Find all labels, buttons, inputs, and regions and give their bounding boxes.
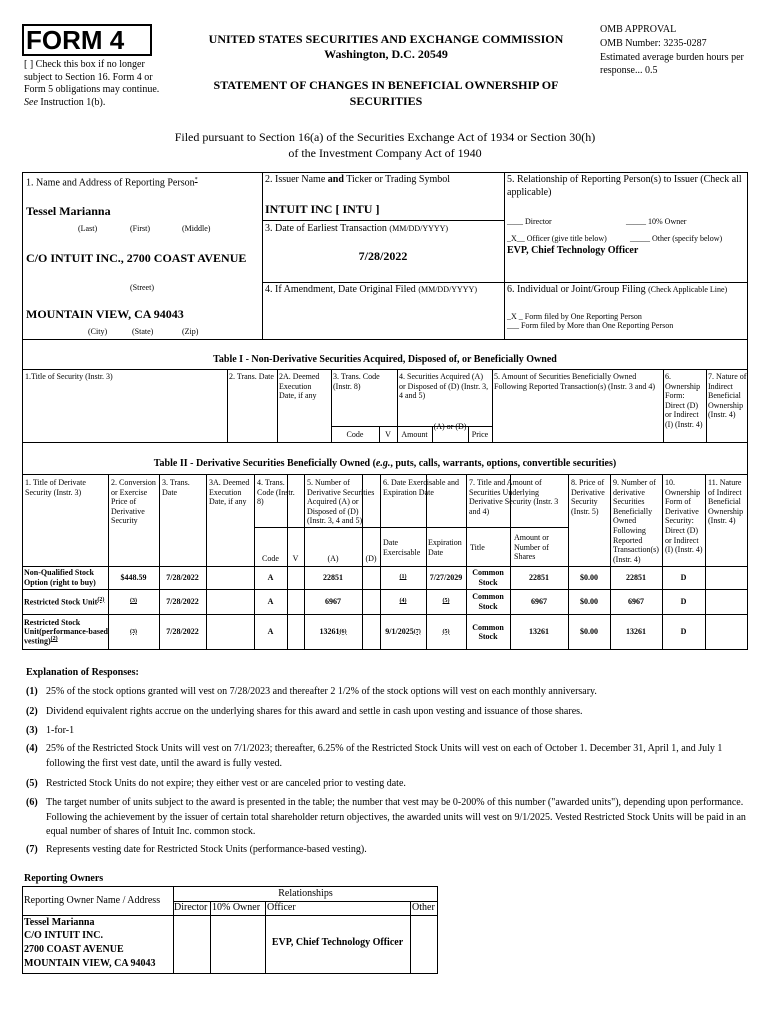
- footnote-5: (5) Restricted Stock Units do not expire; they either vest or are canceled prior to vesting date.: [26, 778, 406, 789]
- row3-owned: 13261: [626, 627, 646, 637]
- t2-h5: 5. Number of Derivative Securities Acquired (A) or Disposed of (D) (Instr. 3, 4 and 5): [307, 478, 375, 526]
- footnote-3: (3) 1-for-1: [26, 725, 75, 736]
- box3-label: 3. Date of Earliest Transaction (MM/DD/YYYY): [265, 223, 449, 234]
- row1-code: A: [267, 572, 274, 582]
- row2-expiration: [426, 589, 466, 614]
- row1-amount: 22851: [323, 572, 343, 582]
- label-street: (Street): [130, 283, 154, 292]
- footnote-2: (2) Dividend equivalent rights accrue on the underlying shares for this award and settle in cash upon vesting and issuance of those shares.: [26, 706, 583, 717]
- box5-director: ____ Director: [507, 217, 552, 226]
- box6-more: ___ Form filed by More than One Reporting Person: [507, 321, 674, 330]
- t1-h2a: 2A. Deemed Execution Date, if any: [279, 372, 320, 401]
- row1-date: 7/28/2022: [166, 572, 199, 582]
- owner-officer-value: EVP, Chief Technology Officer: [271, 937, 404, 948]
- t2-h7: 7. Title and Amount of Securities Underlying Derivative Security (Instr. 3 and 4): [469, 478, 559, 516]
- omb-approval: OMB APPROVAL: [600, 24, 677, 35]
- table1-title: Table I - Non-Derivative Securities Acquired, Disposed of, or Beneficially Owned: [213, 354, 557, 365]
- row2-u-title: Common Stock: [472, 592, 504, 611]
- row3-price: [108, 614, 159, 650]
- owners-h-other: Other: [412, 902, 435, 913]
- t2-sub-title: Title: [470, 543, 485, 552]
- explanation-title: Explanation of Responses:: [26, 667, 139, 678]
- street-value: C/O INTUIT INC., 2700 COAST AVENUE: [26, 251, 247, 265]
- row3-u-amount: 13261: [529, 627, 549, 637]
- statement-title: STATEMENT OF CHANGES IN BENEFICIAL OWNERSHIP OF SECURITIES: [213, 78, 559, 108]
- t1-h4: 4. Securities Acquired (A) or Disposed of (D) (Instr. 3, 4 and 5): [399, 372, 489, 401]
- row3-amount: 13261 (6): [319, 627, 347, 637]
- row1-u-amount: 22851: [529, 572, 549, 582]
- box1-label: 1. Name and Address of Reporting Person*: [26, 177, 198, 189]
- footnote-link[interactable]: (7): [413, 628, 421, 635]
- row3-expiration: [426, 614, 466, 650]
- owner-name-l4: MOUNTAIN VIEW, CA 94043: [24, 958, 156, 969]
- agency-name: UNITED STATES SECURITIES AND EXCHANGE COMMISSION: [208, 32, 564, 46]
- t2-h11: 11. Nature of Indirect Beneficial Ownership (Instr. 4): [708, 478, 744, 526]
- checkbox-text: [ ] Check this box if no longer subject to Section 16. Form 4 or Form 5 obligations may continue. See Instruction 1(b).: [24, 59, 160, 108]
- box5-label: 5. Relationship of Reporting Person(s) to Issuer (Check all applicable): [507, 174, 742, 198]
- t1-sub-price: Price: [471, 430, 489, 439]
- footnote-7: (7) Represents vesting date for Restricted Stock Units (performance-based vesting).: [26, 844, 367, 855]
- footnote-link[interactable]: (4): [399, 598, 407, 605]
- box6-label: 6. Individual or Joint/Group Filing (Check Applicable Line): [507, 284, 728, 295]
- row3-date: 7/28/2022: [166, 627, 199, 637]
- t1-h6: 6. Ownership Form: Direct (D) or Indirect (I) (Instr. 4): [665, 372, 703, 429]
- row2-date: 7/28/2022: [166, 596, 199, 606]
- t1-sub-v: V: [385, 430, 391, 439]
- owners-h-officer: Officer: [267, 902, 296, 913]
- owners-title: Reporting Owners: [24, 873, 104, 884]
- label-last: (Last): [78, 224, 98, 233]
- row1-form: D: [680, 572, 687, 582]
- box5-other: _____ Other (specify below): [630, 234, 723, 243]
- t1-h5: 5. Amount of Securities Beneficially Owned Following Reported Transaction(s) (Instr. 3 and 4): [494, 372, 656, 391]
- footnote-4: (4) 25% of the Restricted Stock Units will vest on 7/1/2023; thereafter, 6.25% of the Restricted Stock Units will vest on each of October 1. December 31, April 1, and July 1 following the first vest date, until the award is fully vested.: [26, 743, 723, 769]
- box5-ten-pct: _____ 10% Owner: [626, 217, 687, 226]
- footnote-link[interactable]: (3): [130, 628, 137, 635]
- row1-deriv-price: $0.00: [580, 572, 598, 582]
- row2-price: [108, 589, 159, 614]
- t2-sub-exer: Date Exercisable: [383, 538, 421, 557]
- t2-h1: 1. Title of Derivate Security (Instr. 3): [25, 478, 86, 497]
- row3-u-title: Common Stock: [472, 622, 504, 641]
- row1-price: $448.59: [120, 572, 147, 582]
- t2-sub-exp: Expiration Date: [428, 538, 462, 557]
- t2-h9: 9. Number of derivative Securities Beneficially Owned Following Reported Transaction(s) (Instr. 4): [613, 478, 659, 564]
- footnote-6: (6) The target number of units subject to the award is presented in the table; the number that vest may be 0-200% of this number ("awarded units"), depending upon performance. Following the achievement by the issuer of certain total shareholder return objectives, the awarded units will vest on 9/1/2025. Vested Restricted Stock Units will be paid in an equal number of shares of Intuit Inc. common stock.: [26, 797, 746, 837]
- city-value: MOUNTAIN VIEW, CA 94043: [26, 307, 184, 321]
- footnote-link[interactable]: (1): [399, 574, 407, 581]
- row2-owned: 6967: [628, 596, 644, 606]
- omb-burden: Estimated average burden hours per response... 0.5: [600, 52, 744, 76]
- owners-h-name: Reporting Owner Name / Address: [24, 895, 161, 906]
- label-first: (First): [130, 224, 150, 233]
- row1-u-title: Common Stock: [472, 568, 504, 587]
- owner-name-l3: 2700 COAST AVENUE: [24, 944, 124, 955]
- t1-h3: 3. Trans. Code (Instr. 8): [333, 372, 380, 391]
- t2-h6: 6. Date Exercisable and Expiration Date: [383, 478, 459, 497]
- footnote-link[interactable]: (5): [442, 598, 450, 605]
- reporting-person-name: Tessel Marianna: [26, 204, 111, 218]
- owner-name-l2: C/O INTUIT INC.: [24, 930, 103, 941]
- owner-name-l1: Tessel Marianna: [24, 917, 95, 928]
- table2-title: Table II - Derivative Securities Beneficially Owned (e.g., puts, calls, warrants, options, convertible securities): [153, 458, 617, 469]
- filed-pursuant: Filed pursuant to Section 16(a) of the Securities Exchange Act of 1934 or Section 30(h) of the Investment Company Act of 1940: [174, 130, 596, 160]
- t1-h7: 7. Nature of Indirect Beneficial Ownership (Instr. 4): [708, 372, 747, 420]
- t2-h4: 4. Trans. Code (Instr. 8): [257, 478, 295, 507]
- label-city: (City): [88, 327, 108, 336]
- footnote-link[interactable]: (3): [130, 598, 137, 605]
- row1-owned: 22851: [626, 572, 646, 582]
- t2-h8: 8. Price of Derivative Security (Instr. 5): [571, 478, 605, 516]
- label-middle: (Middle): [182, 224, 211, 233]
- t2-sub-v: V: [292, 554, 299, 563]
- table-row: Restricted Stock Unit$^{(2)}$: [24, 596, 105, 607]
- box2-label: 2. Issuer Name and Ticker or Trading Symbol: [265, 174, 451, 185]
- owners-h-rel: Relationships: [278, 888, 333, 899]
- t2-sub-a: (A): [327, 554, 339, 563]
- t2-h3a: 3A. Deemed Execution Date, if any: [209, 478, 250, 507]
- row2-form: D: [680, 596, 687, 606]
- row2-deriv-price: $0.00: [580, 596, 598, 606]
- footnote-link[interactable]: (5): [442, 628, 450, 635]
- row3-code: A: [267, 627, 274, 637]
- earliest-transaction-date: 7/28/2022: [358, 249, 408, 263]
- t1-h2: 2. Trans. Date: [229, 372, 274, 381]
- t1-sub-aord: (A) or (D): [433, 422, 467, 431]
- t1-sub-amount: Amount: [401, 430, 428, 439]
- row1-exercisable: [380, 566, 426, 589]
- row2-u-amount: 6967: [531, 596, 547, 606]
- label-state: (State): [132, 327, 154, 336]
- t2-h10: 10. Ownership Form of Derivative Security: Direct (D) or Indirect (I) (Instr. 4): [665, 478, 703, 555]
- row2-code: A: [267, 596, 274, 606]
- t1-h1: 1.Title of Security (Instr. 3): [25, 372, 113, 381]
- row2-exercisable: [380, 589, 426, 614]
- footnote-1: (1) 25% of the stock options granted will vest on 7/28/2023 and thereafter 2 1/2% of the stock options will vest on each monthly anniversary.: [26, 686, 597, 697]
- issuer-name: INTUIT INC [ INTU ]: [265, 202, 380, 216]
- agency-location: Washington, D.C. 20549: [324, 47, 448, 61]
- t2-sub-d: (D): [365, 554, 377, 563]
- row1-expiration: 7/27/2029: [429, 572, 463, 582]
- table-row: Restricted Stock Unit(performance-based vesting)$^{(2)}$: [24, 617, 108, 646]
- t1-sub-code: Code: [346, 430, 364, 439]
- label-zip: (Zip): [182, 327, 199, 336]
- box6-one: _X _ Form filed by One Reporting Person: [507, 312, 642, 321]
- t2-h3: 3. Trans. Date: [162, 478, 190, 497]
- box4-label: 4. If Amendment, Date Original Filed (MM/DD/YYYY): [265, 284, 477, 295]
- row3-deriv-price: $0.00: [580, 627, 598, 637]
- footnote-link[interactable]: (2): [50, 636, 58, 643]
- owners-h-director: Director: [174, 902, 208, 913]
- footnote-link[interactable]: (2): [97, 596, 105, 603]
- omb-number: OMB Number: 3235-0287: [600, 38, 707, 49]
- t2-h2: 2. Conversion or Exercise Price of Derivative Security: [111, 478, 156, 526]
- owners-h-ten: 10% Owner: [212, 902, 261, 913]
- row3-form: D: [680, 627, 687, 637]
- box5-officer: _X__ Officer (give title below): [507, 234, 607, 243]
- officer-title: EVP, Chief Technology Officer: [507, 245, 639, 256]
- form-title: FORM 4: [26, 25, 125, 55]
- row2-amount: 6967: [325, 596, 341, 606]
- row3-exercisable: 9/1/2025 (7): [385, 627, 421, 637]
- t2-sub-code: Code: [262, 554, 279, 563]
- t2-sub-amount: Amount or Number of Shares: [514, 533, 549, 562]
- table-row: Non-Qualified Stock Option (right to buy): [24, 568, 96, 587]
- footnote-link[interactable]: (6): [339, 628, 347, 635]
